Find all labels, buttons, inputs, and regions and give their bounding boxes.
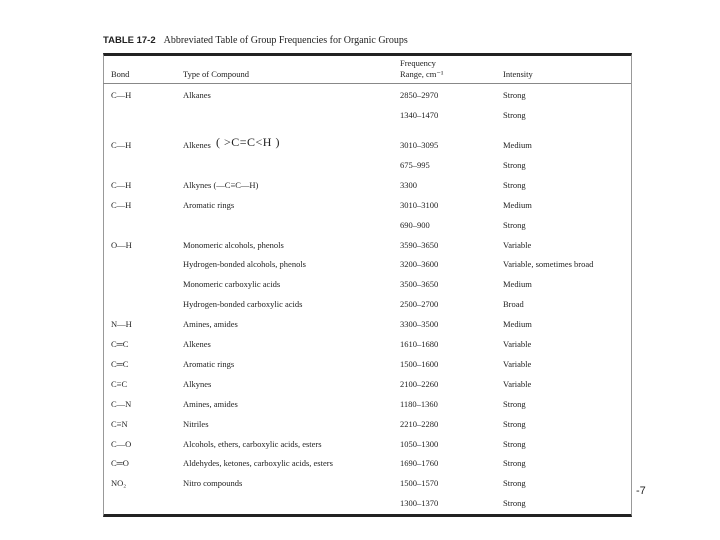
range-cell: 690–900 [400,219,430,230]
intensity-cell: Variable [503,239,532,250]
intensity-cell: Variable, sometimes broad [503,259,594,270]
bond-cell: C≡C [111,378,128,389]
table-row [103,156,630,176]
header-divider [103,83,631,84]
range-cell: 1610–1680 [400,339,439,349]
bond-cell: N—H [111,319,132,330]
intensity-cell: Strong [503,179,526,190]
table-row [103,355,630,375]
intensity-cell: Variable [503,378,532,389]
compound-cell: Alkenes [183,339,211,349]
alkene-structure-diagram: ( >C=C<H ) [216,135,280,149]
bond-cell: C—N [111,398,132,409]
header-type: Type of Compound [183,69,249,79]
compound-cell: Alcohols, ethers, carboxylic acids, esters [183,438,322,449]
range-cell: 1050–1300 [400,438,439,449]
bond-cell: C≡N [111,418,128,429]
table-row [103,435,630,455]
range-cell: 1340–1470 [400,110,439,120]
table-row [103,375,630,395]
bond-cell: NO₂ [111,478,127,489]
intensity-cell: Strong [503,438,526,449]
range-cell: 3300–3500 [400,319,439,330]
compound-cell: Alkynes [183,378,212,389]
intensity-cell: Medium [503,140,532,150]
bond-cell: C—H [111,179,132,190]
table-row [103,494,630,514]
intensity-cell: Strong [503,478,526,489]
bond-cell: C—H [111,199,132,210]
range-cell: 1500–1600 [400,358,439,369]
intensity-cell: Broad [503,299,524,310]
table-row [103,315,630,335]
table-row [103,86,630,106]
compound-cell: Monomeric carboxylic acids [183,279,281,290]
intensity-cell: Strong [503,398,526,409]
range-cell: 2100–2260 [400,378,439,389]
compound-cell: Amines, amides [183,319,238,330]
range-cell: 3590–3650 [400,239,439,250]
intensity-cell: Strong [503,418,526,429]
table-row [103,295,630,315]
table-row [103,474,630,494]
page-number: -7 [636,485,646,497]
table-label: TABLE 17-2 [103,35,156,46]
table-row [103,415,630,435]
table-row [103,176,630,196]
bond-cell: C—H [111,90,132,100]
range-cell: 675–995 [400,159,430,170]
header-intensity: Intensity [503,69,533,79]
table-caption: Abbreviated Table of Group Frequencies for Organic Groups [163,35,408,46]
header-frequency: Frequency [400,58,436,68]
table-row [103,395,630,415]
intensity-cell: Medium [503,319,532,330]
range-cell: 3500–3650 [400,279,439,290]
range-cell: 3300 [400,179,417,190]
table-row [103,136,630,156]
bond-cell: C═C [111,358,129,369]
compound-cell: Hydrogen-bonded alcohols, phenols [183,259,306,270]
compound-cell: Monomeric alcohols, phenols [183,239,284,250]
header-range: Range, cm⁻¹ [400,69,444,79]
bond-cell: C—H [111,140,132,150]
range-cell: 3200–3600 [400,259,439,270]
bond-cell: C═C [111,339,129,349]
intensity-cell: Medium [503,199,532,210]
intensity-cell: Strong [503,90,526,100]
range-cell: 1180–1360 [400,398,438,409]
compound-cell: Aromatic rings [183,199,235,210]
intensity-cell: Strong [503,498,526,509]
compound-cell: Amines, amides [183,398,238,409]
table-row [103,255,630,275]
table-row [103,196,630,216]
compound-cell: Nitro compounds [183,478,243,489]
table-row [103,106,630,126]
range-cell: 2500–2700 [400,299,439,310]
compound-cell: Aldehydes, ketones, carboxylic acids, esters [183,458,333,469]
table-row [103,216,630,236]
compound-cell: Hydrogen-bonded carboxylic acids [183,299,303,310]
range-cell: 1300–1370 [400,498,439,509]
table-row [103,454,630,474]
intensity-cell: Strong [503,159,526,170]
intensity-cell: Strong [503,110,526,120]
range-cell: 2850–2970 [400,90,439,100]
table-title [103,35,408,46]
table-row [103,335,630,355]
intensity-cell: Variable [503,339,532,349]
table-row [103,236,630,256]
intensity-cell: Strong [503,219,526,230]
compound-cell: Alkanes [183,90,211,100]
range-cell: 1500–1570 [400,478,439,489]
header-bond: Bond [111,69,130,79]
range-cell: 1690–1760 [400,458,439,469]
bond-cell: C═O [111,458,129,469]
bond-cell: C—O [111,438,132,449]
compound-cell: Alkynes (—C≡C—H) [183,179,259,190]
range-cell: 2210–2280 [400,418,439,429]
compound-cell: Nitriles [183,418,209,429]
table-row [103,275,630,295]
range-cell: 3010–3095 [400,140,439,150]
compound-cell: Alkenes [183,140,211,150]
intensity-cell: Variable [503,358,532,369]
bond-cell: O—H [111,239,132,250]
intensity-cell: Strong [503,458,526,469]
range-cell: 3010–3100 [400,199,439,210]
compound-cell: Aromatic rings [183,358,235,369]
intensity-cell: Medium [503,279,532,290]
